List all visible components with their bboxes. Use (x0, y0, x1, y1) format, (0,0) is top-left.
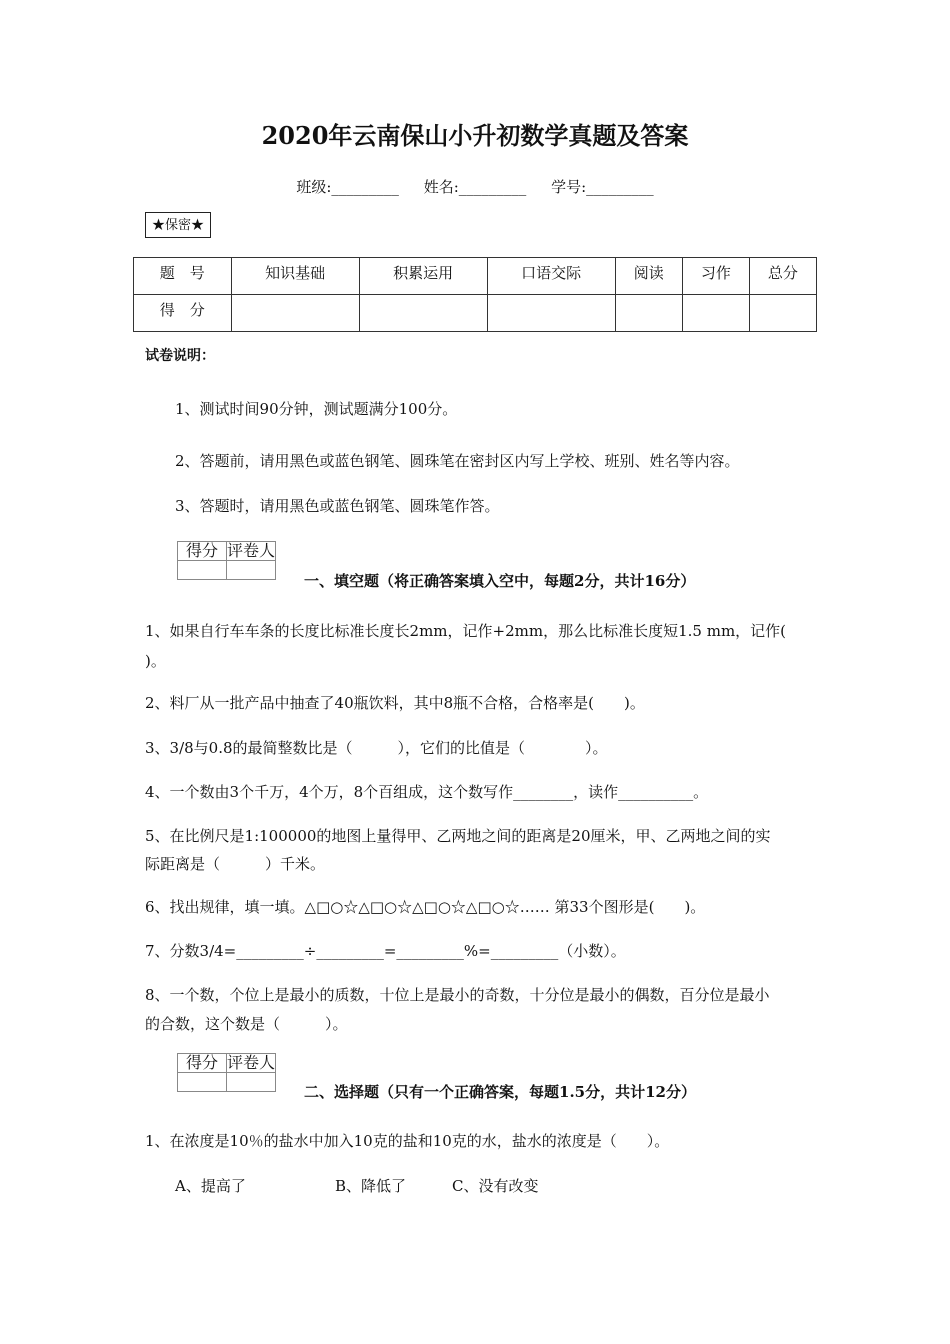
header-cell: 积累运用 (359, 258, 487, 295)
grader-reviewer-cell (227, 1073, 276, 1092)
question-line: 8、一个数，个位上是最小的质数，十位上是最小的奇数，十分位是最小的偶数，百分位是最小 (145, 986, 770, 1004)
name-field: 姓名:_________ (423, 178, 527, 196)
grader-score-cell (178, 561, 227, 580)
grader-reviewer-label: 评卷人 (227, 1053, 276, 1072)
option-a: A、提高了 (175, 1177, 246, 1195)
page-title: 2020年云南保山小升初数学真题及答案 (261, 121, 689, 150)
question-line: 4、一个数由3个千万，4个万，8个百组成，这个数写作________，读作__________。 (145, 783, 709, 801)
question-line: 1、如果自行车车条的长度比标准长度长2mm，记作+2mm，那么比标准长度短1.5 mm，记作( (145, 622, 787, 640)
number-field: 学号:_________ (551, 178, 654, 196)
option-c: C、没有改变 (452, 1177, 539, 1195)
section2-title: 二、选择题（只有一个正确答案，每题1.5分，共计12分） (304, 1083, 696, 1101)
score-table-header-row (134, 258, 817, 295)
instruction-item: 1、测试时间90分钟，测试题满分100分。 (175, 400, 458, 418)
grader-score-cell (178, 1073, 227, 1092)
header-cell: 阅读 (615, 258, 682, 295)
header-cell: 总分 (749, 258, 816, 295)
score-cell (615, 295, 682, 332)
secret-label: ★保密★ (145, 212, 211, 238)
instruction-item: 3、答题时，请用黑色或蓝色钢笔、圆珠笔作答。 (175, 497, 500, 515)
instruction-item: 2、答题前，请用黑色或蓝色钢笔、圆珠笔在密封区内写上学校、班别、姓名等内容。 (175, 452, 740, 470)
score-table (133, 257, 817, 332)
grader-box (177, 1053, 276, 1092)
question-line: 3、3/8与0.8的最简整数比是（ ），它们的比值是（ ）。 (145, 739, 608, 757)
grader-score-label: 得分 (178, 1054, 227, 1073)
grader-reviewer-cell (227, 561, 276, 580)
score-cell (359, 295, 487, 332)
section1-title: 一、填空题（将正确答案填入空中，每题2分，共计16分） (304, 572, 696, 590)
score-cell (487, 295, 615, 332)
class-field: 班级:_________ (296, 178, 399, 196)
question-line: 5、在比例尺是1:100000的地图上量得甲、乙两地之间的距离是20厘米，甲、乙两地之间的实 (145, 827, 771, 845)
score-table-score-row (134, 295, 817, 332)
question-line: )。 (145, 652, 166, 670)
question-line: 7、分数3/4=_________÷_________=_________%=_________（小数）。 (145, 942, 626, 960)
instructions-title: 试卷说明： (145, 348, 215, 364)
question-line: 际距离是（ ）千米。 (145, 855, 326, 873)
score-cell (231, 295, 359, 332)
option-b: B、降低了 (335, 1177, 407, 1195)
question-line: 1、在浓度是10％的盐水中加入10克的盐和10克的水，盐水的浓度是（ ）。 (145, 1132, 670, 1150)
grader-score-label: 得分 (178, 542, 227, 561)
question-line: 的合数，这个数是（ ）。 (145, 1015, 348, 1033)
row-label-cell: 得 分 (134, 295, 232, 332)
student-info (0, 176, 950, 197)
header-cell: 题 号 (134, 258, 232, 295)
score-cell (749, 295, 816, 332)
score-cell (682, 295, 749, 332)
grader-reviewer-label: 评卷人 (227, 541, 276, 560)
header-cell: 口语交际 (487, 258, 615, 295)
grader-box (177, 541, 276, 580)
header-cell: 知识基础 (231, 258, 359, 295)
question-line: 6、找出规律，填一填。△□○☆△□○☆△□○☆△□○☆…… 第33个图形是( )。 (145, 898, 706, 916)
question-line: 2、料厂从一批产品中抽查了40瓶饮料，其中8瓶不合格，合格率是( )。 (145, 694, 645, 712)
header-cell: 习作 (682, 258, 749, 295)
